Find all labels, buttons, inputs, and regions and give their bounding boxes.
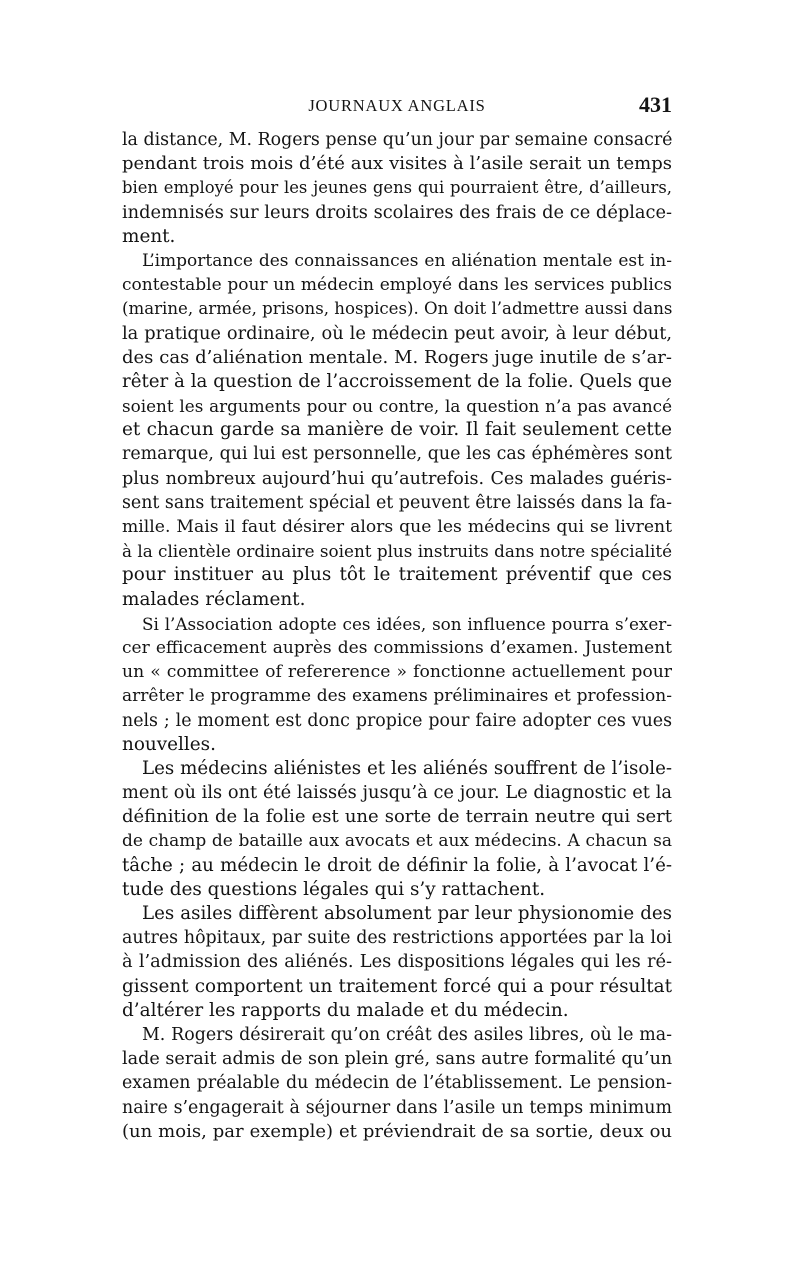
text-line: lade serait admis de son plein gré, sans autre formalité qu’un (122, 1049, 672, 1070)
text-line: Les asiles diffèrent absolument par leur physionomie des (142, 903, 672, 924)
text-line: de champ de bataille aux avocats et aux médecins. A chacun sa (122, 831, 672, 852)
text-line: à la clientèle ordinaire soient plus instruits dans notre spécialité (122, 541, 672, 562)
text-line: pour instituer au plus tôt le traitement préventif que ces (122, 564, 672, 586)
text-line: bien employé pour les jeunes gens qui pourraient être, d’ailleurs, (122, 178, 672, 198)
text-line: nouvelles. (122, 733, 216, 755)
text-line: sent sans traitement spécial et peuvent être laissés dans la fa- (122, 492, 672, 513)
text-line: définition de la folie est une sorte de terrain neutre qui sert (122, 806, 672, 828)
text-line: naire s’engagerait à séjourner dans l’asile un temps minimum (122, 1097, 672, 1118)
text-line: gissent comportent un traitement forcé qui a pour résultat (122, 975, 672, 997)
text-line: et chacun garde sa manière de voir. Il fait seulement cette (122, 419, 672, 441)
text-line: la distance, M. Rogers pense qu’un jour par semaine consacré (122, 130, 672, 150)
text-line: cer efficacement auprès des commissions d’examen. Justement (122, 637, 672, 658)
text-line: (marine, armée, prisons, hospices). On doit l’admettre aussi dans (122, 299, 672, 319)
text-line: la pratique ordinaire, où le médecin peut avoir, à leur début, (122, 322, 672, 344)
page-header (122, 93, 672, 119)
text-line: arrêter le programme des examens préliminaires et profession- (122, 686, 672, 707)
text-line: à l’admission des aliénés. Les dispositions légales qui les ré- (122, 951, 672, 973)
text-line: L’importance des connaissances en aliénation mentale est in- (142, 250, 672, 271)
text-line: examen préalable du médecin de l’établissement. Le pension- (122, 1073, 672, 1094)
text-line: Si l’Association adopte ces idées, son influence pourra s’exer- (142, 613, 672, 634)
text-line: tâche ; au médecin le droit de définir la folie, à l’avocat l’é- (122, 854, 672, 876)
text-line: mille. Mais il faut désirer alors que les médecins qui se livrent (122, 517, 672, 537)
body-text (122, 128, 672, 1144)
text-line: nels ; le moment est donc propice pour faire adopter ces vues (122, 710, 672, 731)
text-line: plus nombreux aujourd’hui qu’autrefois. Ces malades guéris- (122, 468, 672, 489)
text-line: Les médecins aliénistes et les aliénés souffrent de l’isole- (142, 757, 672, 779)
text-line: pendant trois mois d’été aux visites à l’asile serait un temps (122, 153, 672, 175)
text-line: contestable pour un médecin employé dans les services publics (122, 275, 672, 296)
text-line: tude des questions légales qui s’y rattachent. (122, 878, 546, 900)
text-line: (un mois, par exemple) et préviendrait de sa sortie, deux ou (122, 1120, 672, 1142)
page-number: 431 (639, 92, 672, 117)
text-line: indemnisés sur leurs droits scolaires des frais de ce déplace- (122, 201, 672, 223)
text-line: M. Rogers désirerait qu’on créât des asiles libres, où le ma- (142, 1024, 672, 1045)
text-line: rêter à la question de l’accroissement de la folie. Quels que (122, 370, 672, 392)
text-line: ment où ils ont été laissés jusqu’à ce jour. Le diagnostic et la (122, 782, 672, 804)
text-line: un « committee of refererence » fonctionne actuellement pour (122, 662, 672, 683)
text-line: remarque, qui lui est personnelle, que les cas éphémères sont (122, 444, 672, 465)
text-line: soient les arguments pour ou contre, la question n’a pas avancé (122, 396, 672, 417)
text-line: malades réclament. (122, 588, 306, 610)
text-line: ment. (122, 225, 176, 247)
text-line: des cas d’aliénation mentale. M. Rogers juge inutile de s’ar- (122, 346, 672, 368)
running-title: JOURNAUX ANGLAIS (308, 96, 486, 115)
text-line: autres hôpitaux, par suite des restrictions apportées par la loi (122, 928, 672, 949)
text-line: d’altérer les rapports du malade et du médecin. (122, 999, 569, 1021)
